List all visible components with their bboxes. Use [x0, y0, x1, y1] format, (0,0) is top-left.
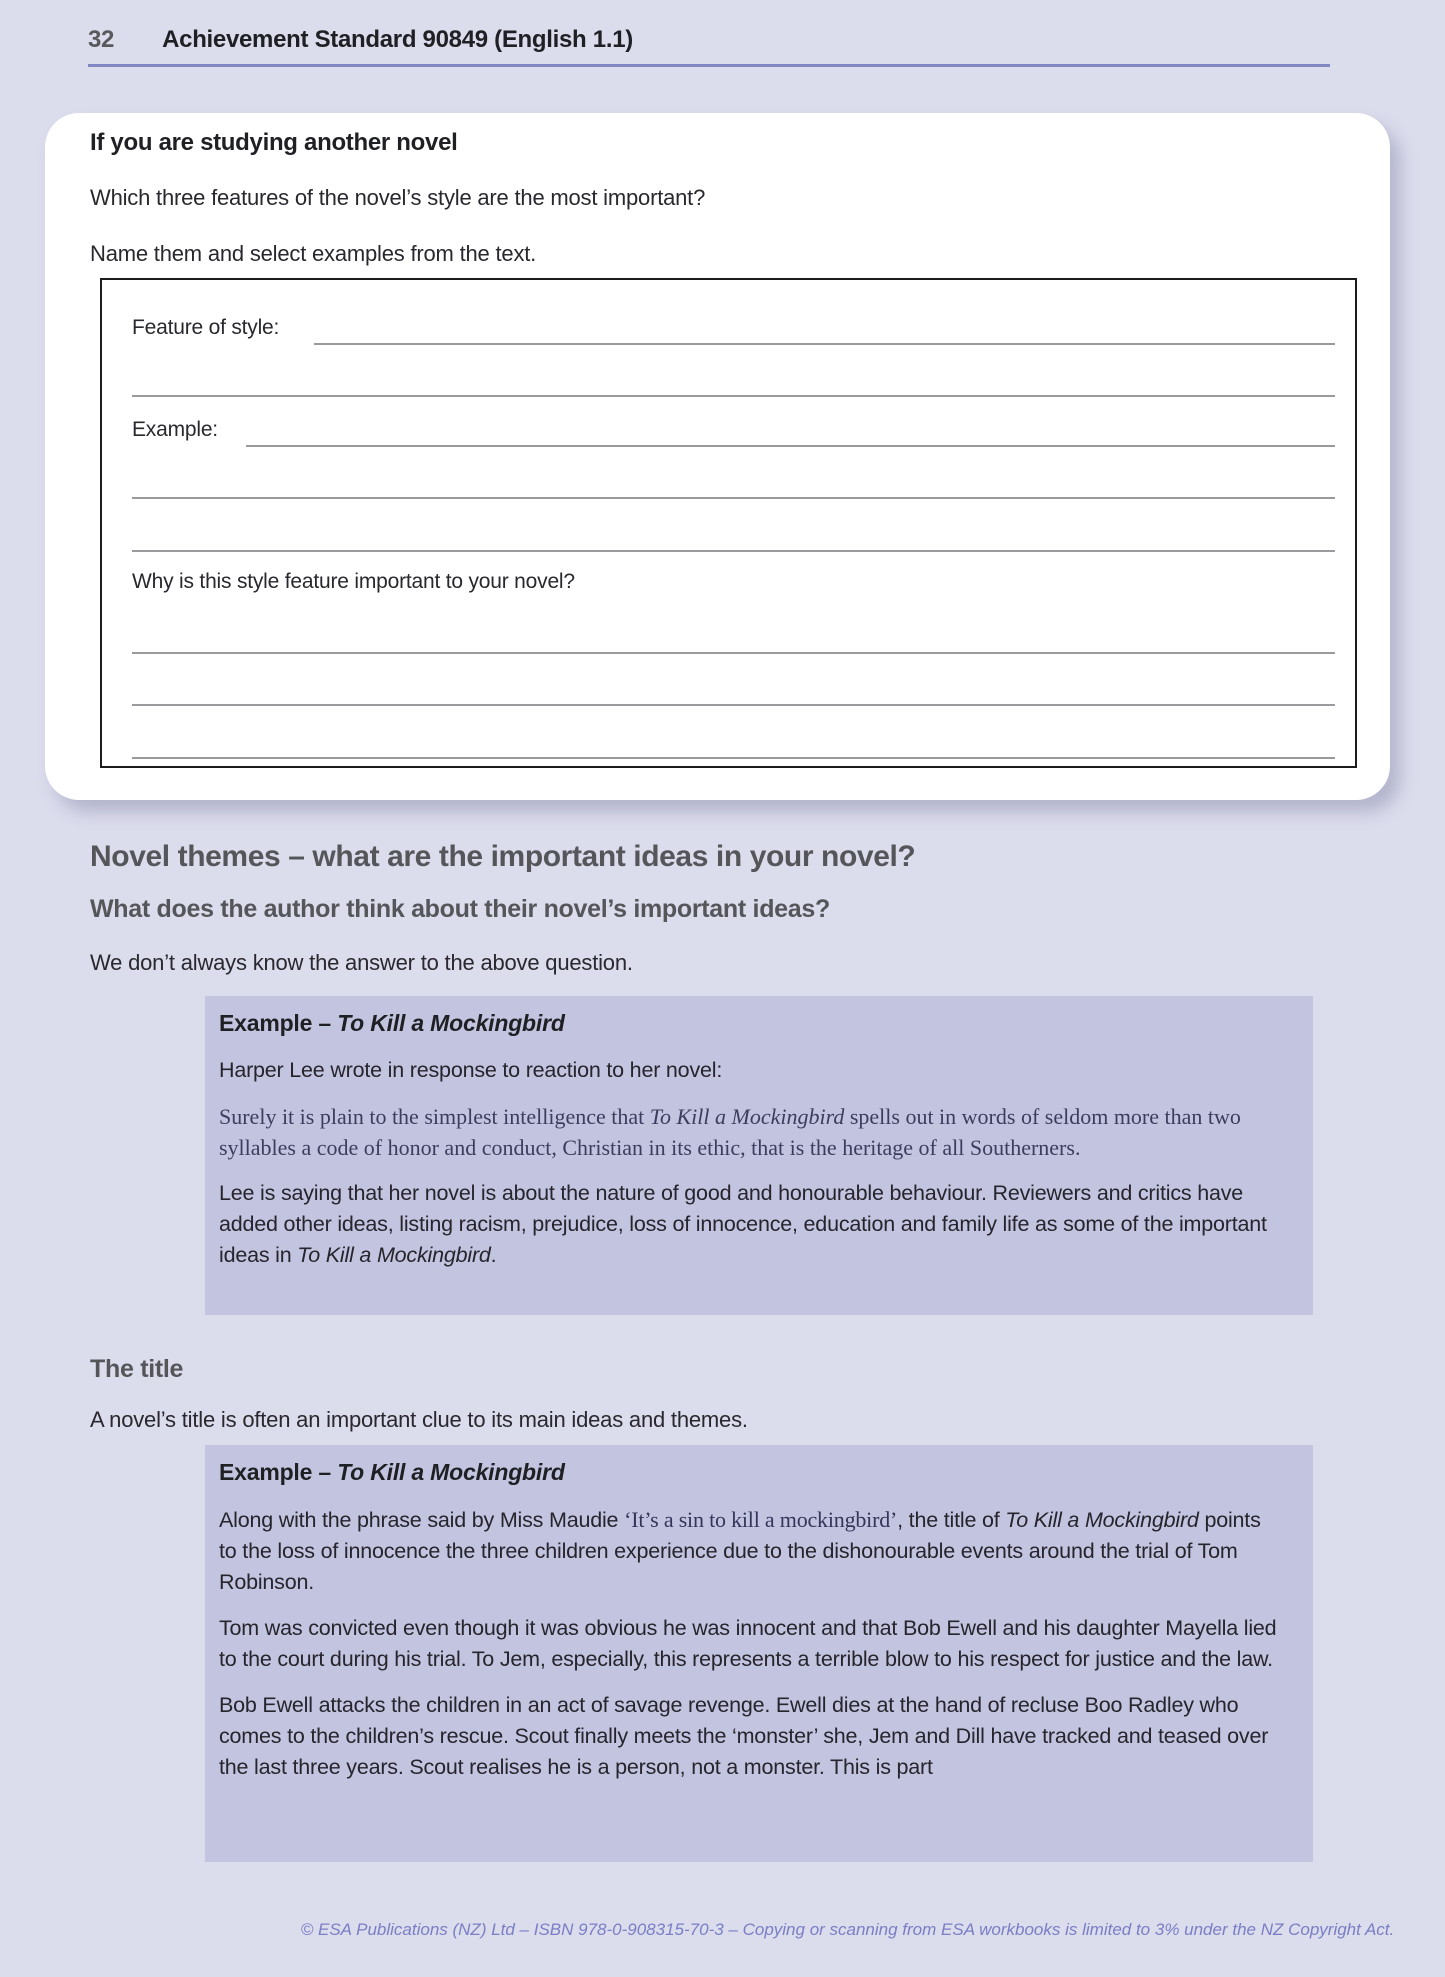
writing-line [132, 550, 1335, 552]
maudie-quote: ‘It’s a sin to kill a mockingbird’ [624, 1507, 898, 1532]
answer-form-box [100, 278, 1357, 768]
book-title: To Kill a Mockingbird [297, 1243, 491, 1267]
themes-intro: We don’t always know the answer to the above question. [90, 950, 633, 975]
quote-analysis [219, 1178, 1279, 1271]
example-label: Example – [219, 1010, 338, 1036]
standard-title: Achievement Standard 90849 (English 1.1) [162, 26, 633, 53]
another-novel-card [45, 113, 1390, 800]
author-think-subheading: What does the author think about their novel’s important ideas? [90, 895, 830, 923]
example-box-title [205, 1445, 1313, 1862]
example-label: Example: [132, 418, 218, 441]
card-instruction: Name them and select examples from the text. [90, 241, 537, 266]
paragraph-text: points to the loss of innocence the three children experience due to the dishonourable events around the trial of Tom Robinson. [219, 1508, 1261, 1594]
novel-themes-heading: Novel themes – what are the important ideas in your novel? [90, 840, 916, 873]
writing-line [314, 343, 1335, 345]
page-header [88, 26, 633, 54]
page-number: 32 [88, 26, 115, 53]
card-heading: If you are studying another novel [90, 129, 458, 156]
writing-line [246, 445, 1335, 447]
example-box-heading [219, 1459, 1295, 1486]
book-title: To Kill a Mockingbird [1005, 1508, 1199, 1532]
example-box-themes [205, 996, 1313, 1315]
feature-of-style-label: Feature of style: [132, 316, 280, 339]
book-title: To Kill a Mockingbird [337, 1459, 565, 1485]
book-title: To Kill a Mockingbird [649, 1104, 845, 1129]
writing-line [132, 497, 1335, 499]
title-paragraph-3: Bob Ewell attacks the children in an act of savage revenge. Ewell dies at the hand of recluse Boo Radley who comes to the children’s rescue. Scout finally meets the ‘monster’ she, Jem and Dill have tracked and teased over the last three years. Scout realises he is a person, not a monster. This is part [219, 1693, 1269, 1779]
title-paragraph-2: Tom was convicted even though it was obvious he was innocent and that Bob Ewell and his daughter Mayella lied to the court during his trial. To Jem, especially, this represents a terrible blow to his respect for justice and the law. [219, 1616, 1277, 1671]
example-box-heading [219, 1010, 1295, 1037]
paragraph-text: , the title of [897, 1508, 1006, 1532]
writing-line [132, 652, 1335, 654]
quote-text: spells out in words of seldom more than two syllables a code of honor and conduct, Christian in its ethic, that is the heritage of all Southerners. [219, 1104, 1241, 1160]
example-lead: Harper Lee wrote in response to reaction to her novel: [219, 1058, 723, 1082]
harper-lee-quote [219, 1101, 1279, 1163]
writing-line [132, 757, 1335, 759]
quote-text: Surely it is plain to the simplest intelligence that [219, 1104, 650, 1129]
analysis-text: Lee is saying that her novel is about the nature of good and honourable behaviour. Reviewers and critics have added other ideas, listing racism, prejudice, loss of innocence, education and family life as some of the important ideas in [219, 1181, 1267, 1267]
the-title-heading: The title [90, 1355, 184, 1383]
book-title: To Kill a Mockingbird [337, 1010, 565, 1036]
example-label: Example – [219, 1459, 338, 1485]
writing-line [132, 395, 1335, 397]
paragraph-text: Along with the phrase said by Miss Maudie [219, 1508, 625, 1532]
header-rule [88, 64, 1330, 67]
analysis-text: . [490, 1243, 497, 1267]
why-important-label: Why is this style feature important to your novel? [132, 570, 575, 593]
title-paragraph-1 [219, 1504, 1279, 1598]
title-intro: A novel’s title is often an important clue to its main ideas and themes. [90, 1407, 748, 1432]
copyright-footer: © ESA Publications (NZ) Ltd – ISBN 978-0-908315-70-3 – Copying or scanning from ESA workbooks is limited to 3% under the NZ Copyright Act. [300, 1920, 1395, 1939]
card-question: Which three features of the novel’s style are the most important? [90, 185, 706, 210]
writing-line [132, 704, 1335, 706]
